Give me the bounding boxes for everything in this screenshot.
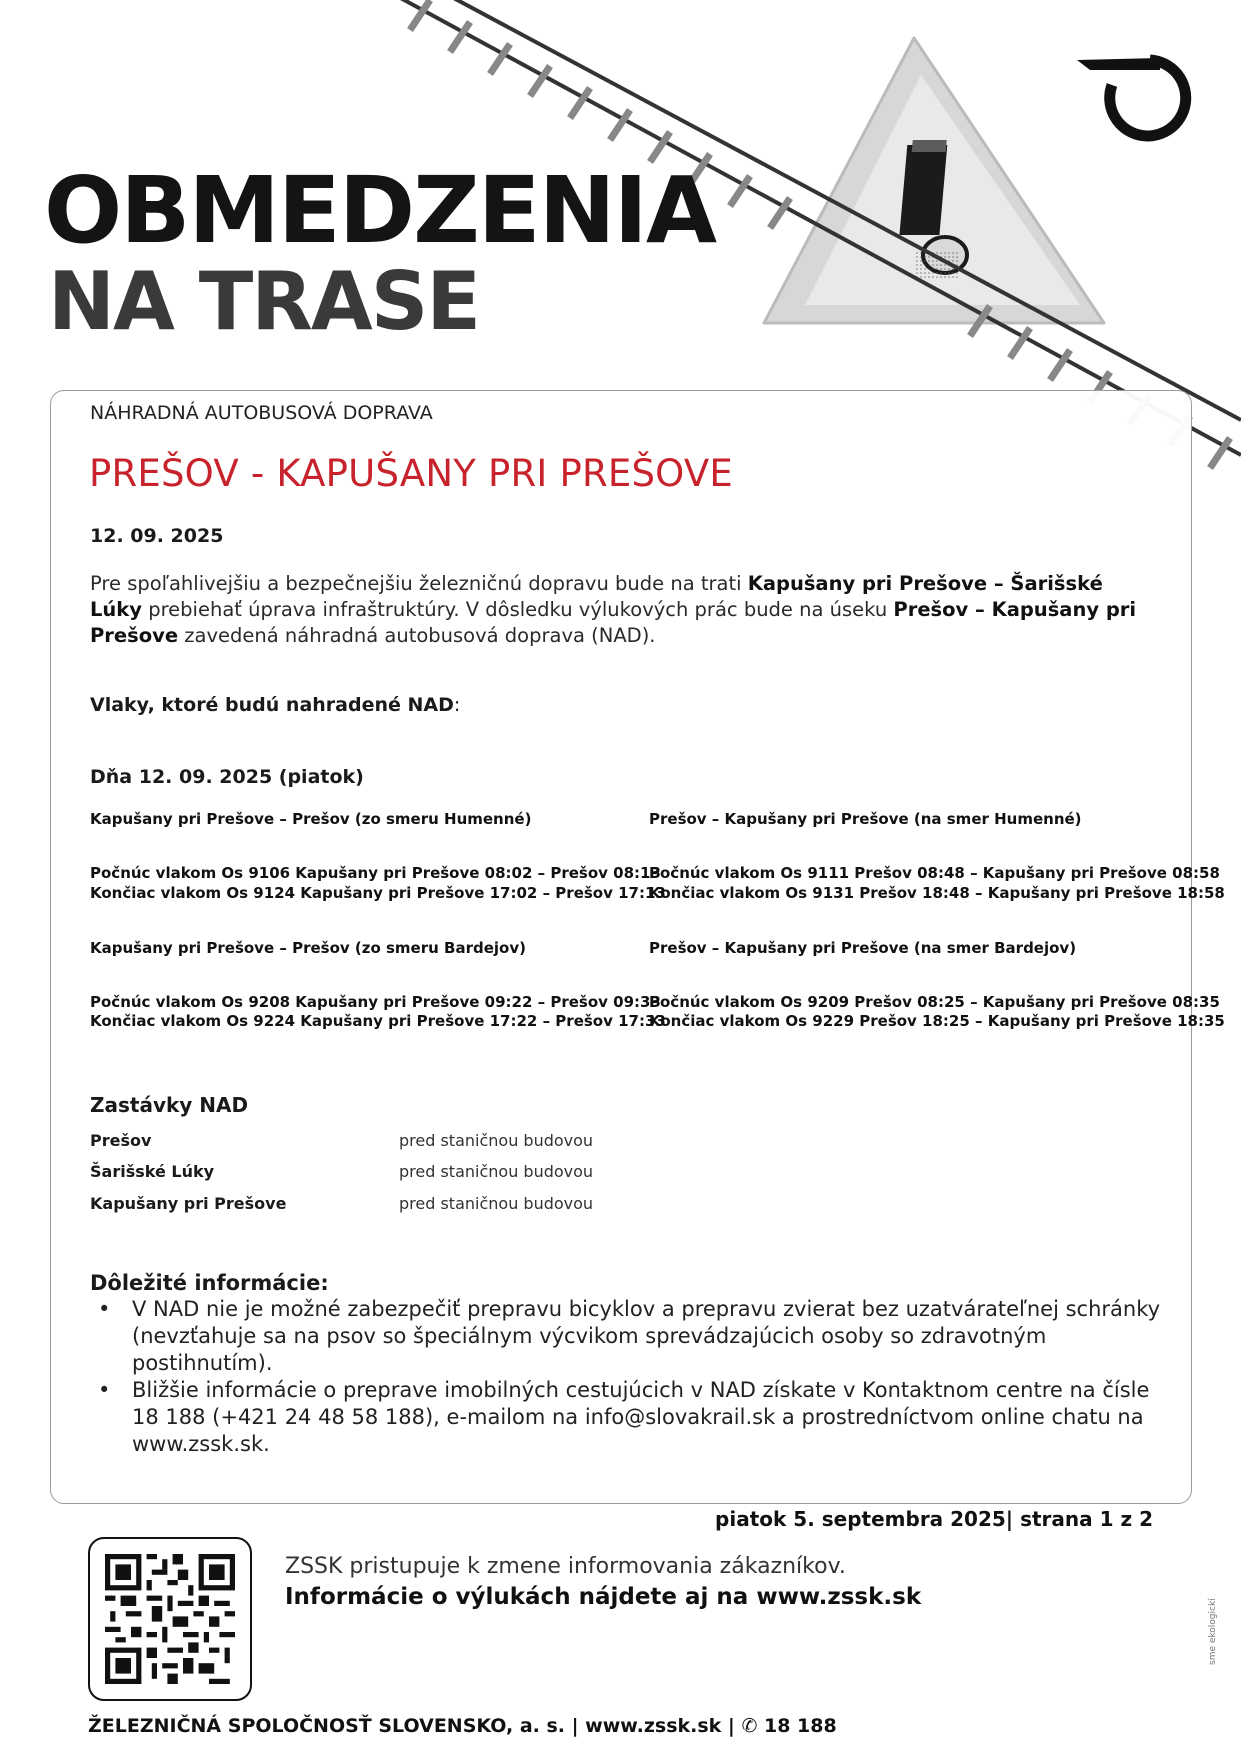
qr-code-frame bbox=[88, 1537, 252, 1701]
stop-location: pred staničnou budovou bbox=[399, 1162, 594, 1181]
headline-line1: OBMEDZENIA bbox=[44, 157, 716, 264]
route-title: PREŠOV - KAPUŠANY PRI PREŠOVE bbox=[89, 452, 733, 495]
page-info: piatok 5. septembra 2025| strana 1 z 2 bbox=[715, 1507, 1153, 1531]
notice-date: 12. 09. 2025 bbox=[90, 525, 224, 547]
notice-subtitle: NÁHRADNÁ AUTOBUSOVÁ DOPRAVA bbox=[90, 402, 433, 424]
qr-code-icon[interactable] bbox=[105, 1554, 235, 1684]
stop-name: Kapušany pri Prešove bbox=[90, 1194, 287, 1213]
stop-location: pred staničnou budovou bbox=[399, 1194, 594, 1213]
company-line: ŽELEZNIČNÁ SPOLOČNOSŤ SLOVENSKO, a. s. | www.zssk.sk | ✆ 18 188 bbox=[88, 1715, 837, 1737]
stop-location: pred staničnou budovou bbox=[399, 1131, 594, 1150]
info-list bbox=[90, 1296, 1170, 1458]
day-title: Dňa 12. 09. 2025 (piatok) bbox=[90, 766, 364, 788]
zssk-logo-icon bbox=[1077, 58, 1186, 136]
right-heading-bardejov: Prešov – Kapušany pri Prešove (na smer Bardejov) bbox=[649, 939, 1077, 957]
left-heading-humenne: Kapušany pri Prešove – Prešov (zo smeru Humenné) bbox=[90, 810, 532, 828]
headline-line2: NA TRASE bbox=[48, 255, 480, 348]
right-end-bardejov: Končiac vlakom Os 9229 Prešov 18:25 – Kapušany pri Prešove 18:35 bbox=[649, 1012, 1225, 1030]
stop-name: Šarišské Lúky bbox=[90, 1162, 215, 1181]
footer-notice-line1: ZSSK pristupuje k zmene informovania zákazníkov. bbox=[285, 1554, 846, 1579]
left-heading-bardejov: Kapušany pri Prešove – Prešov (zo smeru Bardejov) bbox=[90, 939, 526, 957]
left-end-humenne: Končiac vlakom Os 9124 Kapušany pri Prešove 17:02 – Prešov 17:13 bbox=[90, 884, 666, 902]
right-start-humenne: Počnúc vlakom Os 9111 Prešov 08:48 – Kapušany pri Prešove 08:58 bbox=[649, 864, 1220, 882]
footer-notice-line2: Informácie o výlukách nájdete aj na www.zssk.sk bbox=[285, 1584, 922, 1610]
eco-label: sme ekologickí bbox=[1208, 1598, 1218, 1665]
info-item: • V NAD nie je možné zabezpečiť prepravu bicyklov a prepravu zvierat bez uzatvárateľnej schránky (nevzťahuje sa na psov so špeciálnym výcvikom sprevádzajúcich osoby so zdravotným postihnutím). bbox=[90, 1296, 1170, 1377]
info-title: Dôležité informácie: bbox=[90, 1271, 329, 1295]
info-item: • Bližšie informácie o preprave imobilných cestujúcich v NAD získate v Kontaktnom centre na čísle 18 188 (+421 24 48 58 188), e-mailom na info@slovakrail.sk a prostredníctvom online chatu na www.zssk.sk. bbox=[90, 1377, 1170, 1458]
left-start-humenne: Počnúc vlakom Os 9106 Kapušany pri Prešove 08:02 – Prešov 08:13 bbox=[90, 864, 661, 882]
intro-paragraph: Pre spoľahlivejšiu a bezpečnejšiu železničnú dopravu bude na trati Kapušany pri Prešove – Šarišské Lúky prebiehať úprava infraštruktúry. V dôsledku výlukových prác bude na úseku Prešov – Kapušany pri Prešove zavedená náhradná autobusová doprava (NAD). bbox=[90, 572, 1137, 647]
left-start-bardejov: Počnúc vlakom Os 9208 Kapušany pri Prešove 09:22 – Prešov 09:33 bbox=[90, 993, 661, 1011]
right-end-humenne: Končiac vlakom Os 9131 Prešov 18:48 – Kapušany pri Prešove 18:58 bbox=[649, 884, 1225, 902]
right-heading-humenne: Prešov – Kapušany pri Prešove (na smer Humenné) bbox=[649, 810, 1082, 828]
stops-title: Zastávky NAD bbox=[90, 1093, 249, 1117]
stop-name: Prešov bbox=[90, 1131, 152, 1150]
warning-triangle-icon bbox=[764, 38, 1104, 323]
left-end-bardejov: Končiac vlakom Os 9224 Kapušany pri Prešove 17:22 – Prešov 17:33 bbox=[90, 1012, 666, 1030]
trains-section-title: Vlaky, ktoré budú nahradené NAD: bbox=[90, 694, 461, 716]
right-start-bardejov: Počnúc vlakom Os 9209 Prešov 08:25 – Kapušany pri Prešove 08:35 bbox=[649, 993, 1220, 1011]
